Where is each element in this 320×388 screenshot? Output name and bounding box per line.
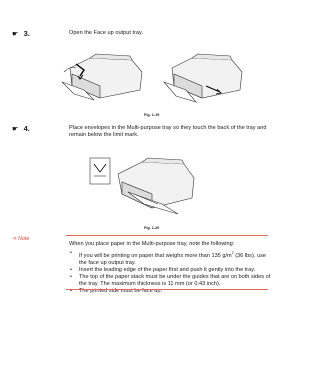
list-item: • Insert the leading edge of the paper first and push it gently into the tray.: [69, 267, 274, 274]
step-4-text: Place envelopes in the Multi-purpose tray so they touch the back of the tray and remain below the limit mark.: [69, 125, 267, 139]
step-3-number: 3.: [23, 29, 30, 38]
note-heading: ➩ Note: [12, 236, 30, 242]
figure-caption-1-20: Fig. 1-20: [144, 226, 160, 230]
note-intro: When you place paper in the Multi-purpose tray, note the following:: [69, 241, 235, 247]
step-3-header: [12, 29, 46, 38]
list-item: • If you will be printing on paper that weighs more than 135 $g/m^2$ (36 lbs), use the face up output tray.: [69, 250, 274, 267]
step-4-header: [12, 124, 46, 133]
printer-face-up-tray-figure: [60, 46, 245, 108]
limit-mark-detail: [90, 158, 110, 184]
list-item: • The printed side must be face up.: [69, 288, 274, 295]
figure-caption-1-19: Fig. 1-19: [144, 113, 160, 117]
printer-illustration-right: [164, 54, 242, 102]
pointing-hand-icon: ☛: [12, 126, 19, 133]
printer-illustration-left: [62, 54, 142, 100]
list-item: • The top of the paper stack must be under the guides that are on both sides of the tray. The maximum thickness is 11 mm (or 0.43 inch).: [69, 274, 274, 288]
pointing-hand-icon: ☛: [12, 31, 19, 38]
step-3-text: Open the Face up output tray.: [69, 30, 143, 36]
note-bottom-rule: [66, 289, 268, 290]
step-4-number: 4.: [23, 124, 30, 133]
note-top-rule: [66, 235, 268, 236]
printer-envelope-figure: [88, 148, 198, 218]
